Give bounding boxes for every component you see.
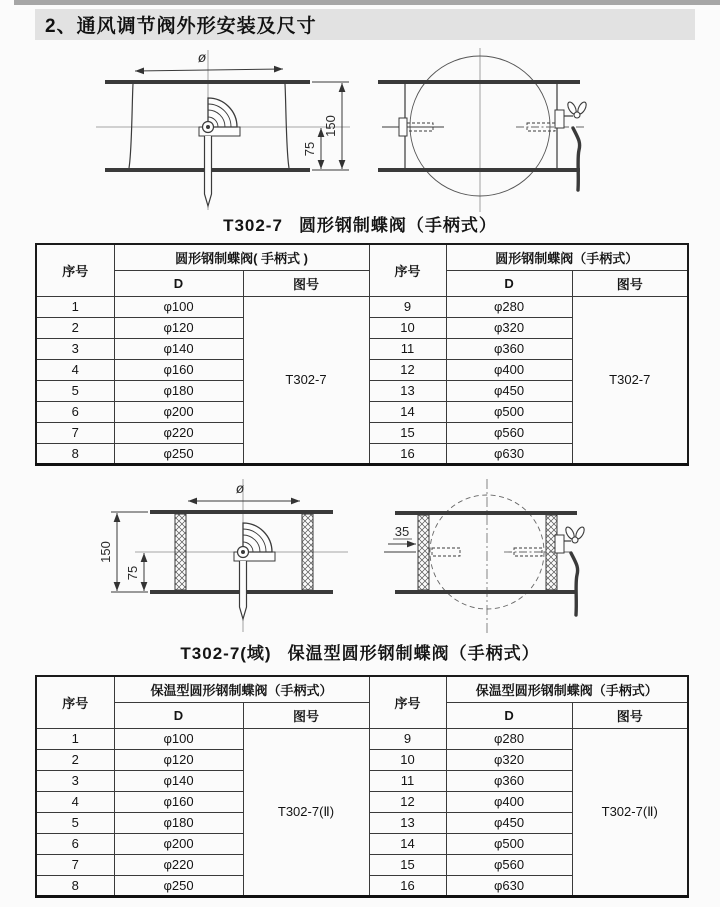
handle-quadrant xyxy=(234,523,275,619)
cell-no: 5 xyxy=(36,812,114,833)
figure1-code: T302-7 xyxy=(223,216,283,235)
section-title: 2、通风调节阀外形安装及尺寸 xyxy=(45,16,317,37)
cell-fig-no-left: T302-7 xyxy=(243,296,369,464)
body-right-edge xyxy=(285,84,289,168)
cell-no: 2 xyxy=(36,317,114,338)
table-header-row xyxy=(36,244,688,270)
page-top-rule xyxy=(14,0,720,5)
col-no-header: 序号 xyxy=(36,676,114,728)
cell-no: 3 xyxy=(36,770,114,791)
height-label: 150 xyxy=(323,115,338,137)
cell-no: 7 xyxy=(36,422,114,443)
cell-d: φ100 xyxy=(114,296,243,317)
cell-d: φ160 xyxy=(114,359,243,380)
cell-d: φ500 xyxy=(446,401,572,422)
cell-d: φ200 xyxy=(114,833,243,854)
handle-lock-assembly xyxy=(555,526,586,615)
cell-d: φ180 xyxy=(114,812,243,833)
body-left-edge xyxy=(129,84,133,168)
cell-no: 10 xyxy=(369,749,446,770)
cell-no: 15 xyxy=(369,854,446,875)
handle-bracket xyxy=(555,110,564,128)
cell-no: 13 xyxy=(369,380,446,401)
col-d-header: D xyxy=(446,270,572,296)
diameter-label: ø xyxy=(235,480,245,496)
insulation-hatch-left xyxy=(418,515,429,590)
cell-fig-no-right: T302-7(Ⅱ) xyxy=(572,728,688,896)
table-subheader-row xyxy=(36,702,688,728)
cell-d: φ630 xyxy=(446,875,572,896)
cell-d: φ120 xyxy=(114,317,243,338)
cell-no: 10 xyxy=(369,317,446,338)
cell-d: φ120 xyxy=(114,749,243,770)
cell-d: φ220 xyxy=(114,422,243,443)
col-no-header: 序号 xyxy=(36,244,114,296)
insulation-hatch-left xyxy=(175,514,186,590)
valve-drawing-plain xyxy=(50,46,710,214)
cell-d: φ560 xyxy=(446,854,572,875)
section-title-bar xyxy=(35,9,695,40)
figure2-code: T302-7(域) xyxy=(180,644,272,663)
cell-no: 1 xyxy=(36,728,114,749)
cell-d: φ220 xyxy=(114,854,243,875)
cell-no: 14 xyxy=(369,833,446,854)
group-header-right: 保温型圆形钢制蝶阀（手柄式） xyxy=(446,676,688,702)
valve-drawing-insulated xyxy=(50,476,710,638)
cell-no: 11 xyxy=(369,338,446,359)
handle-lock-assembly xyxy=(555,101,588,190)
col-fig-header: 图号 xyxy=(243,702,369,728)
cell-no: 11 xyxy=(369,770,446,791)
cell-fig-no-left: T302-7(Ⅱ) xyxy=(243,728,369,896)
cell-d: φ320 xyxy=(446,317,572,338)
col-d-header: D xyxy=(446,702,572,728)
cell-no: 6 xyxy=(36,833,114,854)
cell-no: 9 xyxy=(369,296,446,317)
bent-handle-lever xyxy=(571,553,578,615)
cell-d: φ160 xyxy=(114,791,243,812)
cell-d: φ400 xyxy=(446,791,572,812)
cell-no: 12 xyxy=(369,359,446,380)
cell-no: 16 xyxy=(369,443,446,464)
cell-d: φ140 xyxy=(114,770,243,791)
cell-no: 16 xyxy=(369,875,446,896)
cell-d: φ280 xyxy=(446,728,572,749)
fig1-front-view xyxy=(378,48,588,212)
figure1-caption xyxy=(0,211,720,236)
figure2-caption xyxy=(0,639,720,664)
diameter-label: ø xyxy=(197,49,207,65)
col-no-header: 序号 xyxy=(369,676,446,728)
cell-d: φ180 xyxy=(114,380,243,401)
cell-no: 3 xyxy=(36,338,114,359)
cell-d: φ500 xyxy=(446,833,572,854)
cell-no: 12 xyxy=(369,791,446,812)
cell-d: φ100 xyxy=(114,728,243,749)
cell-d: φ630 xyxy=(446,443,572,464)
cell-d: φ400 xyxy=(446,359,572,380)
table-row xyxy=(36,296,688,317)
cell-no: 14 xyxy=(369,401,446,422)
height-label: 150 xyxy=(98,541,113,563)
dimension-table-insulated xyxy=(35,675,689,898)
handle-bar xyxy=(205,136,212,206)
cell-no: 9 xyxy=(369,728,446,749)
cell-d: φ560 xyxy=(446,422,572,443)
handle-bar xyxy=(240,561,247,619)
bent-handle-lever xyxy=(573,128,580,190)
cell-d: φ140 xyxy=(114,338,243,359)
figure2-name: 保温型圆形钢制蝶阀（手柄式） xyxy=(287,644,540,663)
cell-d: φ450 xyxy=(446,812,572,833)
cell-no: 7 xyxy=(36,854,114,875)
group-header-left: 圆形钢制蝶阀( 手柄式 ) xyxy=(114,244,369,270)
cell-d: φ320 xyxy=(446,749,572,770)
cell-no: 8 xyxy=(36,443,114,464)
col-d-header: D xyxy=(114,270,243,296)
cell-fig-no-right: T302-7 xyxy=(572,296,688,464)
cell-d: φ200 xyxy=(114,401,243,422)
cell-no: 15 xyxy=(369,422,446,443)
table-header-row xyxy=(36,676,688,702)
group-header-left: 保温型圆形钢制蝶阀（手柄式） xyxy=(114,676,369,702)
cell-no: 6 xyxy=(36,401,114,422)
cell-d: φ280 xyxy=(446,296,572,317)
cell-d: φ360 xyxy=(446,770,572,791)
cell-d: φ450 xyxy=(446,380,572,401)
table-subheader-row xyxy=(36,270,688,296)
table-row xyxy=(36,728,688,749)
cell-no: 13 xyxy=(369,812,446,833)
dimension-table-plain xyxy=(35,243,689,466)
cell-d: φ250 xyxy=(114,875,243,896)
insulation-hatch-right xyxy=(302,514,313,590)
group-header-right: 圆形钢制蝶阀（手柄式） xyxy=(446,244,688,270)
cell-no: 8 xyxy=(36,875,114,896)
insulation-thickness-label: 35 xyxy=(394,524,410,539)
col-fig-header: 图号 xyxy=(243,270,369,296)
figure1-name: 圆形钢制蝶阀（手柄式） xyxy=(298,216,497,235)
col-fig-header: 图号 xyxy=(572,270,688,296)
fig2-side-view xyxy=(98,479,348,632)
fig1-side-view xyxy=(96,49,350,210)
diameter-dim-line xyxy=(135,69,283,71)
shaft-boss xyxy=(399,118,407,136)
shaft-hidden-left xyxy=(432,548,460,556)
cell-no: 4 xyxy=(36,791,114,812)
cell-d: φ360 xyxy=(446,338,572,359)
handle-quadrant xyxy=(199,98,240,206)
cell-d: φ250 xyxy=(114,443,243,464)
cell-no: 4 xyxy=(36,359,114,380)
cell-no: 2 xyxy=(36,749,114,770)
half-height-label: 75 xyxy=(302,141,317,157)
col-d-header: D xyxy=(114,702,243,728)
half-height-label: 75 xyxy=(125,565,140,581)
col-fig-header: 图号 xyxy=(572,702,688,728)
col-no-header: 序号 xyxy=(369,244,446,296)
cell-no: 5 xyxy=(36,380,114,401)
cell-no: 1 xyxy=(36,296,114,317)
fig2-front-view xyxy=(384,479,586,634)
handle-bracket xyxy=(555,535,564,553)
